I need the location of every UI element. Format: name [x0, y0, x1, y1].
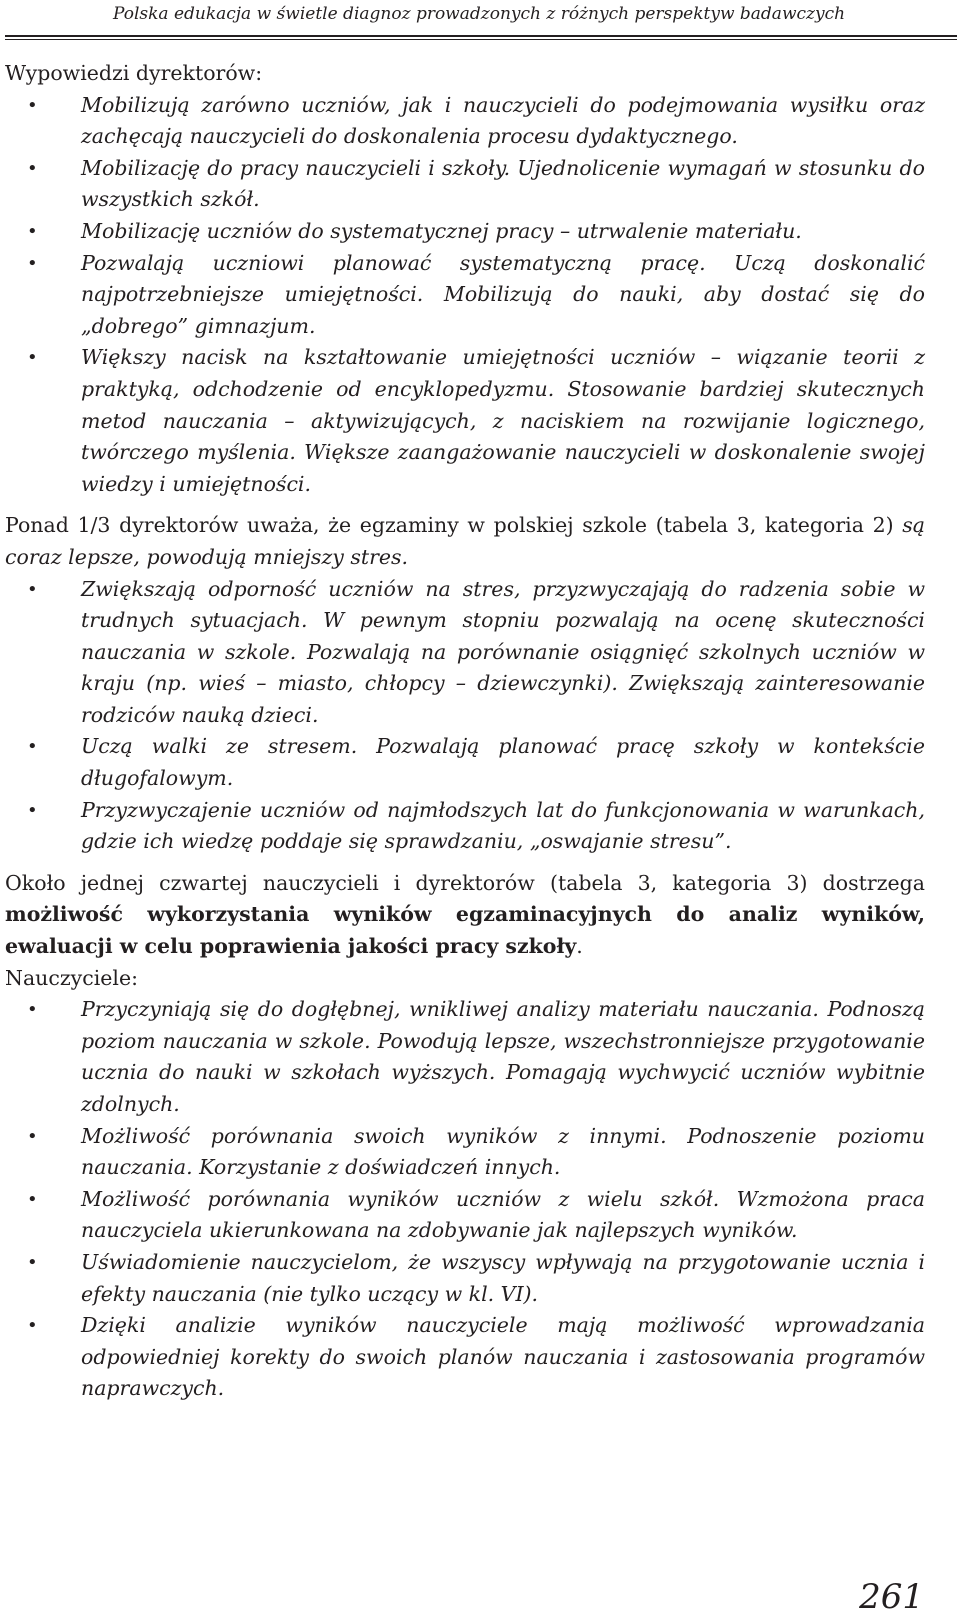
- paragraph-italic-text: są coraz lepsze, powodują mniejszy stres.: [5, 513, 925, 569]
- paragraph-exams-better: [5, 510, 925, 573]
- spacer: [5, 500, 925, 510]
- paragraph-results-analysis: [5, 868, 925, 963]
- list-item: • Większy nacisk na kształtowanie umiejętności uczniów – wiązanie teorii z praktyką, odchodzenie od encyklopedyzmu. Stosowanie bardziej skutecznych metod nauczania – aktywizujących, z naciskiem na rozwijanie logicznego, twórczego myślenia. Większe zaangażowanie nauczycieli w doskonalenie swojej wiedzy i umiejętności.: [5, 342, 925, 500]
- list-item: • Możliwość porównania swoich wyników z innymi. Podnoszenie poziomu nauczania. Korzystanie z doświadczeń innych.: [5, 1121, 925, 1184]
- list-item: • Przyczyniają się do dogłębnej, wnikliwej analizy materiału nauczania. Podnoszą poziom nauczania w szkole. Powodują lepsze, wszechstronniejsze przygotowanie ucznia do nauki w szkołach wyższych. Pomagają wychwycić uczniów wybitnie zdolnych.: [5, 994, 925, 1120]
- list-item: • Mobilizują zarówno uczniów, jak i nauczycieli do podejmowania wysiłku oraz zachęcają nauczycieli do doskonalenia procesu dydaktycznego.: [5, 90, 925, 153]
- section-label-teachers: Nauczyciele:: [5, 965, 138, 990]
- list-item: • Pozwalają uczniowi planować systematyczną pracę. Uczą doskonalić najpotrzebniejsze umiejętności. Mobilizują do nauki, aby dostać się do „dobrego” gimnazjum.: [5, 248, 925, 343]
- list-item: • Uczą walki ze stresem. Pozwalają planować pracę szkoły w kontekście długofalowym.: [5, 731, 925, 794]
- paragraph-end: .: [576, 934, 583, 959]
- running-header: Polska edukacja w świetle diagnoz prowadzonych z różnych perspektyw badawczych: [112, 4, 846, 24]
- main-content: [5, 58, 925, 1405]
- directors-statements-list: [5, 90, 925, 501]
- list-item: • Dzięki analizie wyników nauczyciele mają możliwość wprowadzania odpowiedniej korekty do swoich planów nauczania i zastosowania programów naprawczych.: [5, 1310, 925, 1405]
- page-number: 261: [859, 1577, 924, 1617]
- section-label-directors: Wypowiedzi dyrektorów:: [5, 61, 263, 85]
- header-rule: [5, 35, 957, 40]
- paragraph-bold-text: możliwość wykorzystania wyników egzaminacyjnych do analiz wyników, ewaluacji w celu poprawienia jakości pracy szkoły: [5, 902, 925, 959]
- paragraph-text: Ponad 1/3 dyrektorów uważa, że egzaminy w polskiej szkole (tabela 3, kategoria 2): [5, 513, 903, 538]
- list-item: • Możliwość porównania wyników uczniów z wielu szkół. Wzmożona praca nauczyciela ukierunkowana na zdobywanie jak najlepszych wyników.: [5, 1184, 925, 1247]
- list-item: • Mobilizację do pracy nauczycieli i szkoły. Ujednolicenie wymagań w stosunku do wszystkich szkół.: [5, 153, 925, 216]
- list-item: • Przyzwyczajenie uczniów od najmłodszych lat do funkcjonowania w warunkach, gdzie ich wiedzę poddaje się sprawdzaniu, „oswajanie stresu”.: [5, 795, 925, 858]
- list-item: • Mobilizację uczniów do systematycznej pracy – utrwalenie materiału.: [5, 216, 925, 248]
- spacer: [5, 858, 925, 868]
- list-item: • Zwiększają odporność uczniów na stres, przyzwyczajają do radzenia sobie w trudnych sytuacjach. W pewnym stopniu pozwalają na ocenę skuteczności nauczania w szkole. Pozwalają na porównanie osiągnięć szkolnych uczniów w kraju (np. wieś – miasto, chłopcy – dziewczynki). Zwiększają zainteresowanie rodziców nauką dzieci.: [5, 574, 925, 732]
- list-item: • Uświadomienie nauczycielom, że wszyscy wpływają na przygotowanie ucznia i efekty nauczania (nie tylko uczący w kl. VI).: [5, 1247, 925, 1310]
- teachers-statements-list: [5, 994, 925, 1405]
- exams-benefits-list: [5, 574, 925, 858]
- paragraph-text: Około jednej czwartej nauczycieli i dyrektorów (tabela 3, kategoria 3) dostrzega: [5, 870, 925, 895]
